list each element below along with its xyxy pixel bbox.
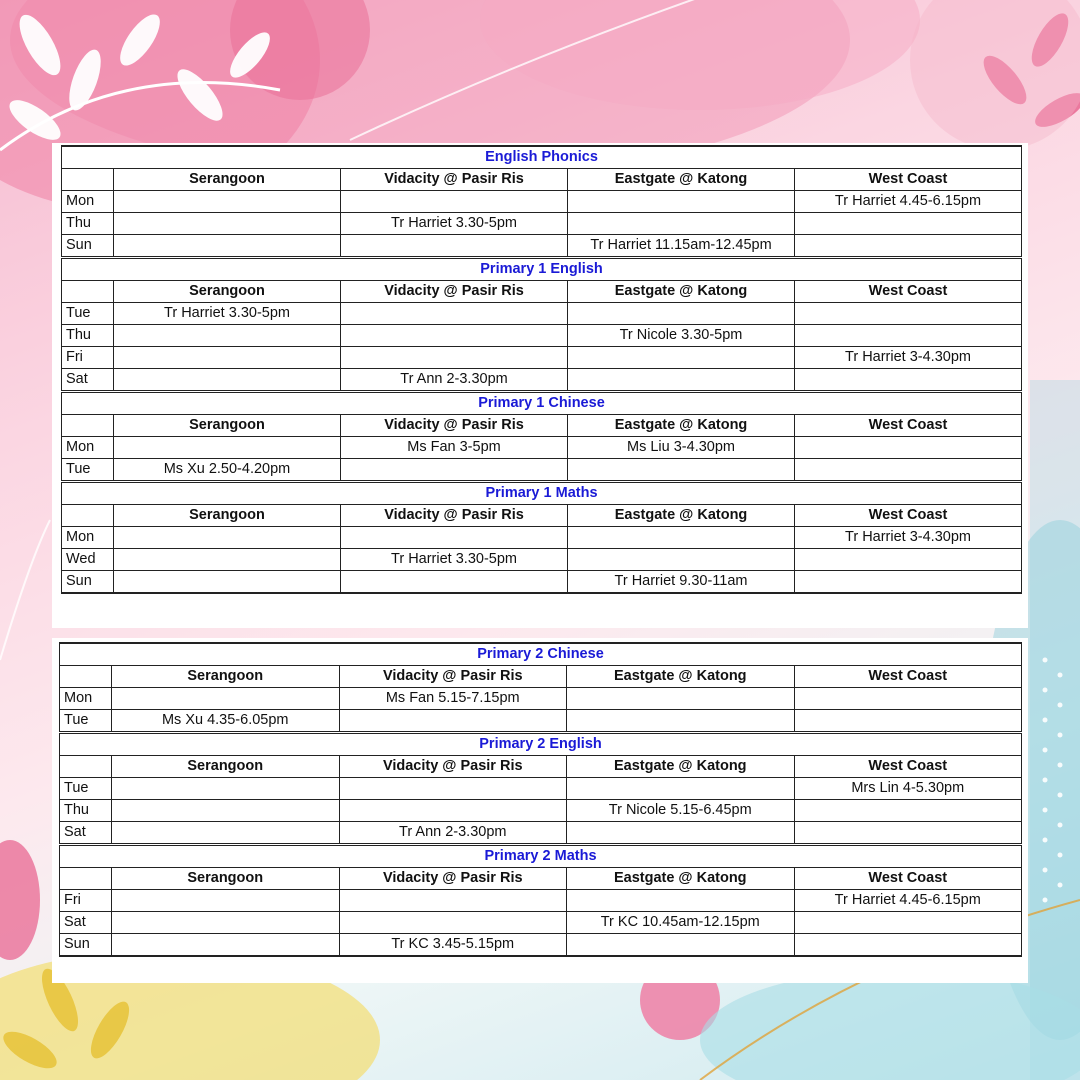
class-slot-cell	[341, 527, 568, 549]
table-row	[62, 369, 1022, 392]
section-title: Primary 2 Maths	[60, 845, 1022, 868]
class-slot-cell	[339, 890, 567, 912]
header-day-blank	[62, 505, 114, 527]
day-cell: Thu	[62, 325, 114, 347]
class-slot-cell	[794, 710, 1022, 733]
column-header: Vidacity @ Pasir Ris	[341, 415, 568, 437]
day-cell: Tue	[60, 710, 112, 733]
class-slot-cell	[112, 890, 340, 912]
column-header: Vidacity @ Pasir Ris	[341, 505, 568, 527]
schedule-section	[62, 146, 1022, 258]
class-slot-cell: Tr Ann 2-3.30pm	[339, 822, 567, 845]
class-slot-cell: Tr Harriet 4.45-6.15pm	[794, 890, 1022, 912]
class-slot-cell: Tr Harriet 3-4.30pm	[795, 347, 1022, 369]
class-slot-cell	[341, 303, 568, 325]
class-slot-cell: Tr Harriet 11.15am-12.45pm	[568, 235, 795, 258]
section-title-row	[60, 845, 1022, 868]
day-cell: Mon	[62, 191, 114, 213]
class-slot-cell	[568, 347, 795, 369]
header-day-blank	[62, 415, 114, 437]
column-header: West Coast	[795, 415, 1022, 437]
class-slot-cell	[795, 213, 1022, 235]
table-row	[60, 822, 1022, 845]
section-title: Primary 1 Chinese	[62, 392, 1022, 415]
schedule-section	[62, 392, 1022, 482]
class-slot-cell	[341, 347, 568, 369]
class-slot-cell	[114, 191, 341, 213]
table-row	[60, 890, 1022, 912]
table-row	[62, 325, 1022, 347]
class-slot-cell	[114, 571, 341, 594]
class-slot-cell	[567, 890, 795, 912]
header-day-blank	[62, 169, 114, 191]
class-slot-cell	[567, 710, 795, 733]
day-cell: Thu	[62, 213, 114, 235]
column-header: Eastgate @ Katong	[567, 756, 795, 778]
column-header: Serangoon	[112, 666, 340, 688]
class-slot-cell	[341, 235, 568, 258]
table-row	[60, 778, 1022, 800]
class-slot-cell	[568, 459, 795, 482]
column-header: Serangoon	[114, 415, 341, 437]
class-slot-cell	[341, 571, 568, 594]
day-cell: Fri	[62, 347, 114, 369]
header-row	[62, 169, 1022, 191]
table-row	[62, 303, 1022, 325]
day-cell: Sun	[62, 571, 114, 594]
class-slot-cell	[114, 325, 341, 347]
class-slot-cell	[341, 325, 568, 347]
class-slot-cell	[567, 688, 795, 710]
class-slot-cell	[112, 822, 340, 845]
section-title: Primary 2 English	[60, 733, 1022, 756]
section-title-row	[60, 733, 1022, 756]
class-slot-cell	[794, 822, 1022, 845]
class-slot-cell	[795, 303, 1022, 325]
schedule-section	[60, 845, 1022, 957]
day-cell: Tue	[62, 459, 114, 482]
column-header: Vidacity @ Pasir Ris	[341, 169, 568, 191]
class-slot-cell	[339, 912, 567, 934]
column-header: Vidacity @ Pasir Ris	[341, 281, 568, 303]
column-header: Eastgate @ Katong	[567, 666, 795, 688]
header-day-blank	[60, 868, 112, 890]
class-slot-cell: Tr Harriet 3.30-5pm	[341, 549, 568, 571]
section-title-row	[62, 482, 1022, 505]
schedule-section	[60, 733, 1022, 845]
class-slot-cell	[794, 800, 1022, 822]
class-slot-cell	[114, 347, 341, 369]
table-row	[60, 912, 1022, 934]
class-slot-cell	[112, 800, 340, 822]
column-header: Eastgate @ Katong	[568, 281, 795, 303]
class-slot-cell: Mrs Lin 4-5.30pm	[794, 778, 1022, 800]
day-cell: Mon	[62, 527, 114, 549]
class-slot-cell	[114, 527, 341, 549]
table-row	[62, 459, 1022, 482]
class-slot-cell: Tr Harriet 3-4.30pm	[795, 527, 1022, 549]
class-slot-cell	[341, 459, 568, 482]
schedule-panel-1	[52, 143, 1028, 628]
schedule-section	[60, 643, 1022, 733]
column-header: Eastgate @ Katong	[568, 505, 795, 527]
class-slot-cell	[795, 325, 1022, 347]
column-header: Serangoon	[114, 169, 341, 191]
table-row	[62, 347, 1022, 369]
header-row	[60, 756, 1022, 778]
section-title-row	[60, 643, 1022, 666]
class-slot-cell	[794, 912, 1022, 934]
class-slot-cell	[568, 369, 795, 392]
header-row	[62, 281, 1022, 303]
section-title-row	[62, 258, 1022, 281]
class-slot-cell	[794, 688, 1022, 710]
class-slot-cell	[339, 778, 567, 800]
column-header: Vidacity @ Pasir Ris	[339, 666, 567, 688]
column-header: Eastgate @ Katong	[567, 868, 795, 890]
section-title: Primary 2 Chinese	[60, 643, 1022, 666]
table-row	[60, 688, 1022, 710]
class-slot-cell: Tr Nicole 3.30-5pm	[568, 325, 795, 347]
column-header: West Coast	[795, 281, 1022, 303]
day-cell: Sun	[60, 934, 112, 957]
class-slot-cell	[112, 778, 340, 800]
class-slot-cell	[341, 191, 568, 213]
class-slot-cell: Ms Fan 5.15-7.15pm	[339, 688, 567, 710]
table-row	[60, 800, 1022, 822]
class-slot-cell: Tr Nicole 5.15-6.45pm	[567, 800, 795, 822]
column-header: Serangoon	[114, 281, 341, 303]
column-header: Vidacity @ Pasir Ris	[339, 756, 567, 778]
header-row	[60, 666, 1022, 688]
section-title: Primary 1 English	[62, 258, 1022, 281]
header-row	[62, 505, 1022, 527]
day-cell: Sat	[62, 369, 114, 392]
class-slot-cell: Tr Harriet 4.45-6.15pm	[795, 191, 1022, 213]
column-header: West Coast	[795, 169, 1022, 191]
class-slot-cell: Tr Harriet 3.30-5pm	[114, 303, 341, 325]
column-header: Serangoon	[112, 868, 340, 890]
table-row	[60, 710, 1022, 733]
class-slot-cell	[568, 191, 795, 213]
class-slot-cell: Tr Ann 2-3.30pm	[341, 369, 568, 392]
day-cell: Sun	[62, 235, 114, 258]
column-header: West Coast	[794, 868, 1022, 890]
class-slot-cell	[112, 912, 340, 934]
table-row	[62, 571, 1022, 594]
class-slot-cell	[114, 213, 341, 235]
day-cell: Wed	[62, 549, 114, 571]
column-header: Eastgate @ Katong	[568, 169, 795, 191]
schedule-table	[61, 145, 1022, 594]
class-slot-cell	[567, 934, 795, 957]
schedule-section	[62, 258, 1022, 392]
class-slot-cell	[112, 934, 340, 957]
day-cell: Mon	[62, 437, 114, 459]
section-title: Primary 1 Maths	[62, 482, 1022, 505]
column-header: Eastgate @ Katong	[568, 415, 795, 437]
class-slot-cell	[795, 459, 1022, 482]
class-slot-cell: Tr KC 10.45am-12.15pm	[567, 912, 795, 934]
header-day-blank	[60, 666, 112, 688]
class-slot-cell	[112, 688, 340, 710]
day-cell: Sat	[60, 912, 112, 934]
column-header: Serangoon	[114, 505, 341, 527]
class-slot-cell	[114, 549, 341, 571]
day-cell: Fri	[60, 890, 112, 912]
class-slot-cell	[567, 778, 795, 800]
day-cell: Tue	[60, 778, 112, 800]
class-slot-cell: Ms Xu 2.50-4.20pm	[114, 459, 341, 482]
table-row	[62, 527, 1022, 549]
class-slot-cell: Ms Liu 3-4.30pm	[568, 437, 795, 459]
table-row	[62, 235, 1022, 258]
class-slot-cell	[339, 710, 567, 733]
class-slot-cell	[568, 213, 795, 235]
column-header: Vidacity @ Pasir Ris	[339, 868, 567, 890]
table-row	[62, 549, 1022, 571]
class-slot-cell: Tr KC 3.45-5.15pm	[339, 934, 567, 957]
class-slot-cell	[568, 303, 795, 325]
class-slot-cell	[567, 822, 795, 845]
class-slot-cell	[568, 527, 795, 549]
day-cell: Sat	[60, 822, 112, 845]
section-title-row	[62, 392, 1022, 415]
schedule-panel-2	[52, 638, 1028, 983]
class-slot-cell	[795, 437, 1022, 459]
schedule-table	[59, 642, 1022, 957]
class-slot-cell	[795, 571, 1022, 594]
section-title-row	[62, 146, 1022, 169]
class-slot-cell	[795, 235, 1022, 258]
class-slot-cell	[339, 800, 567, 822]
class-slot-cell	[568, 549, 795, 571]
class-slot-cell: Ms Xu 4.35-6.05pm	[112, 710, 340, 733]
section-title: English Phonics	[62, 146, 1022, 169]
column-header: Serangoon	[112, 756, 340, 778]
column-header: West Coast	[794, 756, 1022, 778]
day-cell: Mon	[60, 688, 112, 710]
schedule-section	[62, 482, 1022, 594]
class-slot-cell: Tr Harriet 3.30-5pm	[341, 213, 568, 235]
class-slot-cell	[795, 369, 1022, 392]
class-slot-cell: Ms Fan 3-5pm	[341, 437, 568, 459]
table-row	[62, 213, 1022, 235]
header-row	[62, 415, 1022, 437]
class-slot-cell	[795, 549, 1022, 571]
class-slot-cell	[114, 235, 341, 258]
class-slot-cell	[114, 369, 341, 392]
day-cell: Thu	[60, 800, 112, 822]
column-header: West Coast	[795, 505, 1022, 527]
class-slot-cell	[114, 437, 341, 459]
table-row	[60, 934, 1022, 957]
header-day-blank	[60, 756, 112, 778]
column-header: West Coast	[794, 666, 1022, 688]
table-row	[62, 191, 1022, 213]
header-day-blank	[62, 281, 114, 303]
class-slot-cell	[794, 934, 1022, 957]
day-cell: Tue	[62, 303, 114, 325]
table-row	[62, 437, 1022, 459]
class-slot-cell: Tr Harriet 9.30-11am	[568, 571, 795, 594]
header-row	[60, 868, 1022, 890]
